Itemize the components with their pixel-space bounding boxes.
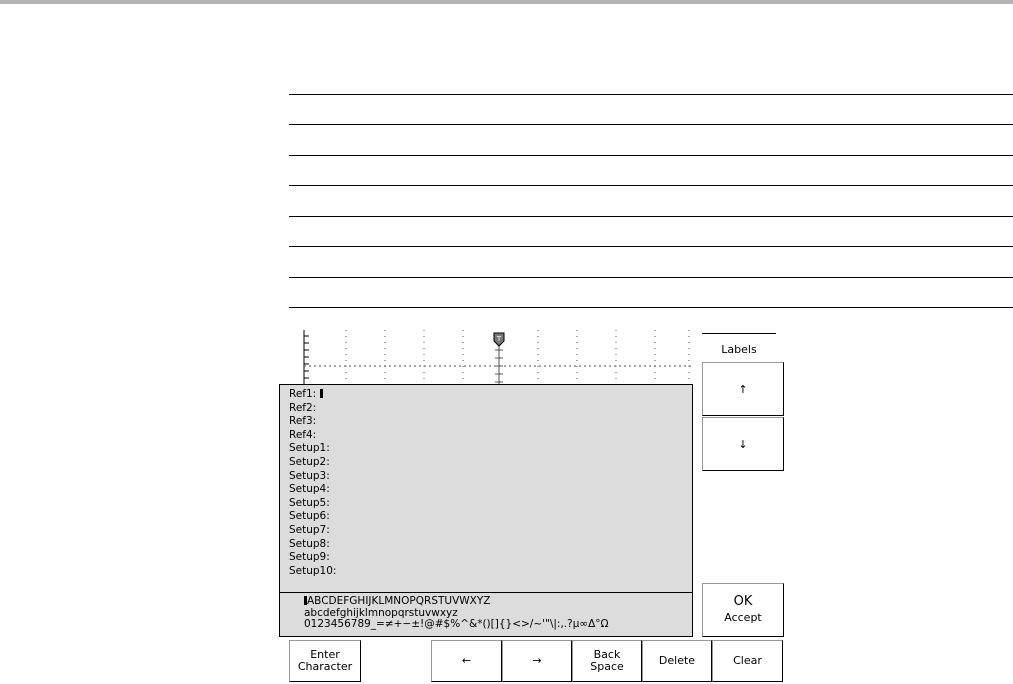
arrow-right-icon: → [532,654,542,667]
rule-line [289,155,1013,156]
arrow-down-icon: ↓ [738,437,748,451]
label-list-item[interactable]: Ref2: [289,401,317,414]
rule-line [289,246,1013,247]
svg-text:T: T [496,335,502,343]
enter-character-button[interactable]: Enter Character [289,640,361,682]
label-list-item[interactable]: Setup1: [289,442,330,455]
charset-uppercase: ABCDEFGHIJKLMNOPQRSTUVWXYZ [307,595,491,607]
arrow-up-icon: ↑ [738,382,748,396]
label-list-item[interactable]: Ref3: [289,415,317,428]
label-list-item[interactable]: Ref4: [289,428,317,441]
scope-graticule [289,330,694,390]
scroll-down-button[interactable] [702,417,784,471]
page-top-bar [0,0,1013,4]
rule-line [289,124,1013,125]
charset-lowercase: abcdefghijklmnopqrstuvwxyz [304,606,458,619]
clear-button[interactable]: Clear [712,640,783,682]
character-palette[interactable] [304,596,609,631]
label-list-item[interactable]: Setup10: [289,564,337,577]
rule-line [289,216,1013,217]
text-cursor [320,389,323,398]
ok-label: OK [733,594,753,609]
label-list-item[interactable]: Setup3: [289,469,330,482]
accept-label: Accept [724,611,762,624]
side-menu-title-rule [702,333,776,334]
label-list-item[interactable]: Setup9: [289,551,330,564]
label-entry-panel [279,384,693,637]
panel-divider [280,592,692,593]
arrow-left-icon: ← [461,654,472,667]
label-list-item[interactable]: Setup5: [289,496,330,509]
backspace-button[interactable]: Back Space [572,640,642,682]
label-list-item[interactable]: Setup4: [289,483,330,496]
rule-line [289,277,1013,278]
label-list-item[interactable]: Ref1: [289,388,336,402]
side-menu-title: Labels [721,343,757,356]
label-list-item[interactable]: Setup2: [289,455,330,468]
delete-button[interactable]: Delete [642,640,712,682]
label-list-item[interactable]: Setup6: [289,510,330,523]
ok-accept-button[interactable] [702,583,784,637]
rule-line [289,185,1013,186]
rule-line [289,94,1013,95]
scroll-up-button[interactable] [702,362,784,416]
rule-line [289,307,1013,308]
cursor-right-button[interactable] [502,640,572,682]
label-list-item[interactable]: Setup7: [289,523,330,536]
label-list [289,388,336,578]
cursor-left-button[interactable] [431,640,502,682]
label-list-item[interactable]: Setup8: [289,537,330,550]
charset-symbols: 0123456789_=≠+−±!@#$%^&*()[]{}<>/~'"\|:,.?μ∞Δ°Ω [304,618,609,630]
